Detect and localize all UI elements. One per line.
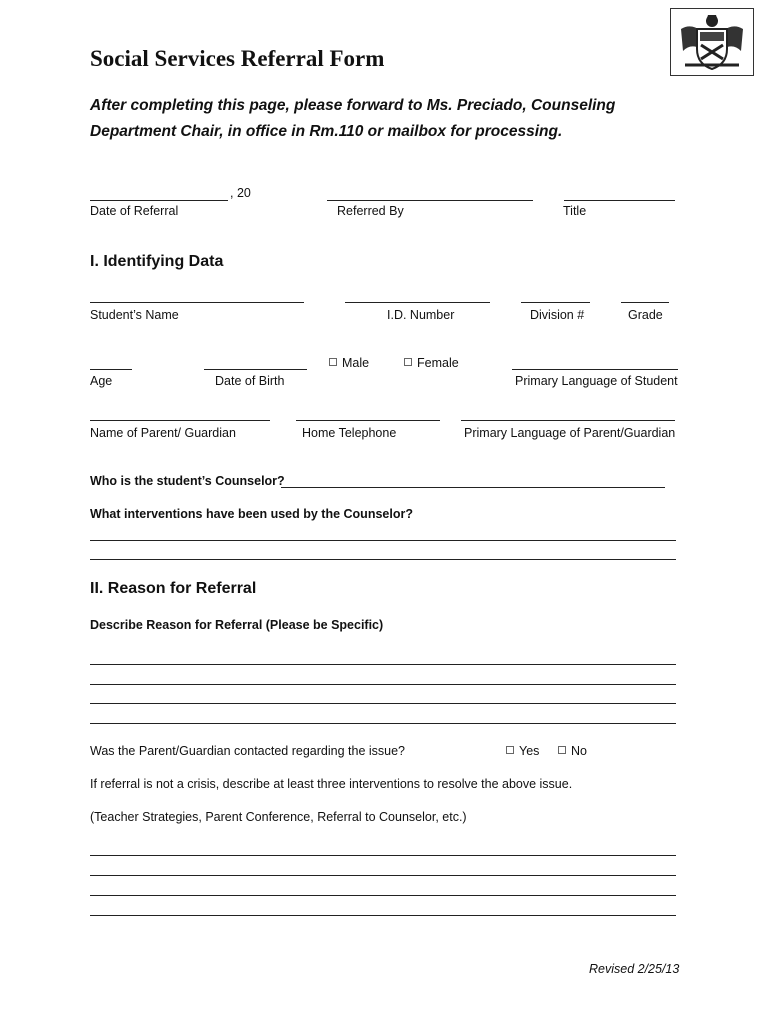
age-field[interactable] [90,369,132,370]
student-name-field[interactable] [90,302,304,303]
age-label: Age [90,374,113,388]
revised-date: Revised 2/25/13 [589,962,680,976]
parent-name-label: Name of Parent/ Guardian [90,426,236,440]
parent-name-field[interactable] [90,420,270,421]
interventions-detail-line-4[interactable] [90,915,676,916]
page-title: Social Services Referral Form [90,46,385,71]
grade-field[interactable] [621,302,669,303]
yes-checkbox[interactable] [506,744,539,758]
instructions: After completing this page, please forward to Ms. Preciado, Counseling Department Chair, in office in Rm.110 or mailbox for processing. [90,97,616,140]
no-box-icon [558,746,566,754]
female-checkbox[interactable] [404,356,459,370]
year-prefix: , 20 [230,186,251,200]
counselor-question: Who is the student’s Counselor? [90,474,285,488]
interventions-line-1[interactable] [90,540,676,541]
no-checkbox[interactable] [558,744,587,758]
interventions-detail-line-1[interactable] [90,855,676,856]
male-checkbox[interactable] [329,356,369,370]
date-of-birth-label: Date of Birth [215,374,285,388]
id-number-field[interactable] [345,302,490,303]
reason-line-2[interactable] [90,684,676,685]
date-of-referral-label: Date of Referral [90,204,179,218]
id-number-label: I.D. Number [387,308,455,322]
date-of-birth-field[interactable] [204,369,307,370]
male-box-icon [329,358,337,366]
primary-language-parent-label: Primary Language of Parent/Guardian [464,426,676,440]
reason-line-1[interactable] [90,664,676,665]
section-identifying-data-heading: I. Identifying Data [90,253,224,270]
intervention-examples: (Teacher Strategies, Parent Conference, Referral to Counselor, etc.) [90,810,467,824]
primary-language-parent-field[interactable] [461,420,675,421]
interventions-line-2[interactable] [90,559,676,560]
female-label: Female [417,356,459,370]
counselor-field[interactable] [281,487,665,488]
student-name-label: Student’s Name [90,308,179,322]
non-crisis-instructions: If referral is not a crisis, describe at least three interventions to resolve the above issue. [90,777,573,791]
referred-by-field[interactable] [327,200,533,201]
interventions-detail-line-2[interactable] [90,875,676,876]
no-label: No [571,744,587,758]
describe-reason-label: Describe Reason for Referral (Please be Specific) [90,618,384,632]
title-field[interactable] [564,200,675,201]
grade-label: Grade [628,308,663,322]
date-of-referral-field[interactable] [90,200,228,201]
primary-language-student-label: Primary Language of Student [515,374,678,388]
yes-label: Yes [519,744,540,758]
division-label: Division # [530,308,585,322]
title-label: Title [563,204,587,218]
yes-box-icon [506,746,514,754]
parent-contacted-question: Was the Parent/Guardian contacted regarding the issue? [90,744,406,758]
female-box-icon [404,358,412,366]
home-telephone-label: Home Telephone [302,426,397,440]
reason-line-3[interactable] [90,703,676,704]
reason-line-4[interactable] [90,723,676,724]
interventions-question: What interventions have been used by the Counselor? [90,507,413,521]
section-reason-heading: II. Reason for Referral [90,580,257,597]
male-label: Male [342,356,370,370]
referred-by-label: Referred By [337,204,404,218]
interventions-detail-line-3[interactable] [90,895,676,896]
primary-language-student-field[interactable] [512,369,678,370]
division-field[interactable] [521,302,590,303]
home-telephone-field[interactable] [296,420,440,421]
school-crest-logo [670,8,754,76]
